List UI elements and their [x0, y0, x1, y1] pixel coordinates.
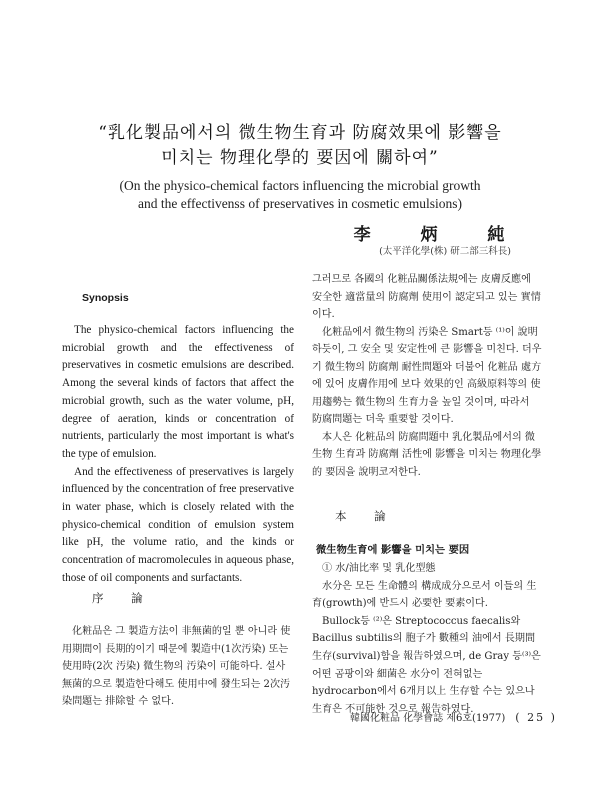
right-paragraph-3: 本人은 化粧品의 防腐問題中 乳化製品에서의 微生物 生育과 防腐劑 活性에 影響을 미치는 物理化學的 要因을 說明코저한다.: [312, 431, 542, 478]
page-number: ( 25 ): [515, 711, 557, 724]
author-affiliation: (太平洋化學(株) 研二部三科長): [379, 246, 511, 257]
synopsis-body: [62, 322, 294, 588]
english-title-line-1: (On the physico-chemical factors influencing the microbial growth: [119, 178, 481, 193]
intro-body: [62, 623, 294, 711]
numbered-item-1: ① 水/油比率 및 乳化型態: [322, 563, 436, 574]
right-column-body: [312, 271, 542, 481]
synopsis-paragraph-1: The physico-chemical factors influencing the microbial growth and the effectiveness of preservatives in cosmetic emulsions are described. Among the several kinds of factors that affect the microbial growth, such as the water volume, pH, degree of aeration, kinds or concentration of nutrients, particularly the most important is what's the type of emulsion.: [62, 324, 294, 460]
intro-heading: 序 論: [92, 591, 155, 605]
synopsis-heading: Synopsis: [82, 292, 129, 304]
intro-paragraph-1: 化粧品은 그 製造方法이 非無菌的일 뿐 아니라 使用期間이 長期的이기 때문에 製造中(1次汚染) 또는 使用時(2次 汚染) 微生物의 汚染이 可能하다. 설사 無菌的으로 製造한다해도 使用中에 發生되는 2次汚染問題는 排除할 수 없다.: [62, 626, 291, 708]
page-footer: [350, 709, 557, 724]
main-section-heading: 本 論: [335, 509, 398, 523]
right-paragraph-1: 그러므로 各國의 化粧品關係法規에는 皮膚反應에 安全한 適當量의 防腐劑 使用이 認定되고 있는 實情이다.: [312, 274, 541, 320]
main-section-body: [312, 560, 542, 718]
article-title-line-2: 미치는 物理化學的 要因에 關하여”: [161, 148, 439, 168]
author-name: 李 炳 純: [353, 225, 527, 245]
article-title-line-1: “乳化製品에서의 微生物生育과 防腐效果에 影響을: [98, 123, 502, 143]
english-title-line-2: and the effectivenss of preservatives in cosmetic emulsions): [137, 196, 463, 211]
journal-citation: 韓國化粧品 化學會誌 제6호(1977): [350, 713, 506, 724]
main-subheading: 微生物生育에 影響을 미치는 要因: [316, 544, 470, 556]
synopsis-paragraph-2: And the effectiveness of preservatives is largely influenced by the concentration of free preservative in water phase, which is closely related with the physico-chemical condition of emulsion system like pH, the volume ratio, and the kinds or concentration of macromolecules in aqueous phase, those of oil components and surfactants.: [62, 465, 294, 584]
main-paragraph-2: Bullock등 ⁽²⁾은 Streptococcus faecalis와 Bacillus subtilis의 胞子가 數種의 油에서 長期間 生存(survival)함을 報告하였으며, de Gray 등⁽³⁾은 어떤 곰팡이와 細菌은 水分이 전혀없는 hydrocarbon에서 6개月以上 生存할 수는 있으나 生育은 不可能한 것으로 報告하였다.: [312, 615, 541, 715]
right-paragraph-2: 化粧品에서 微生物의 汚染은 Smart등 ⁽¹⁾이 說明하듯이, 그 安全 및 安定性에 큰 影響을 미친다. 더우기 微生物의 防腐劑 耐性問題와 더불어 化粧品 處方에 있어 皮膚作用에 보다 效果的인 高級原料等의 使用趨勢는 微生物의 生育力을 높일 것이며, 따라서 防腐問題는 더욱 重要할 것이다.: [312, 326, 542, 425]
main-paragraph-1: 水分은 모든 生命體의 構成成分으로서 이들의 生育(growth)에 반드시 必要한 要素이다.: [312, 580, 537, 610]
